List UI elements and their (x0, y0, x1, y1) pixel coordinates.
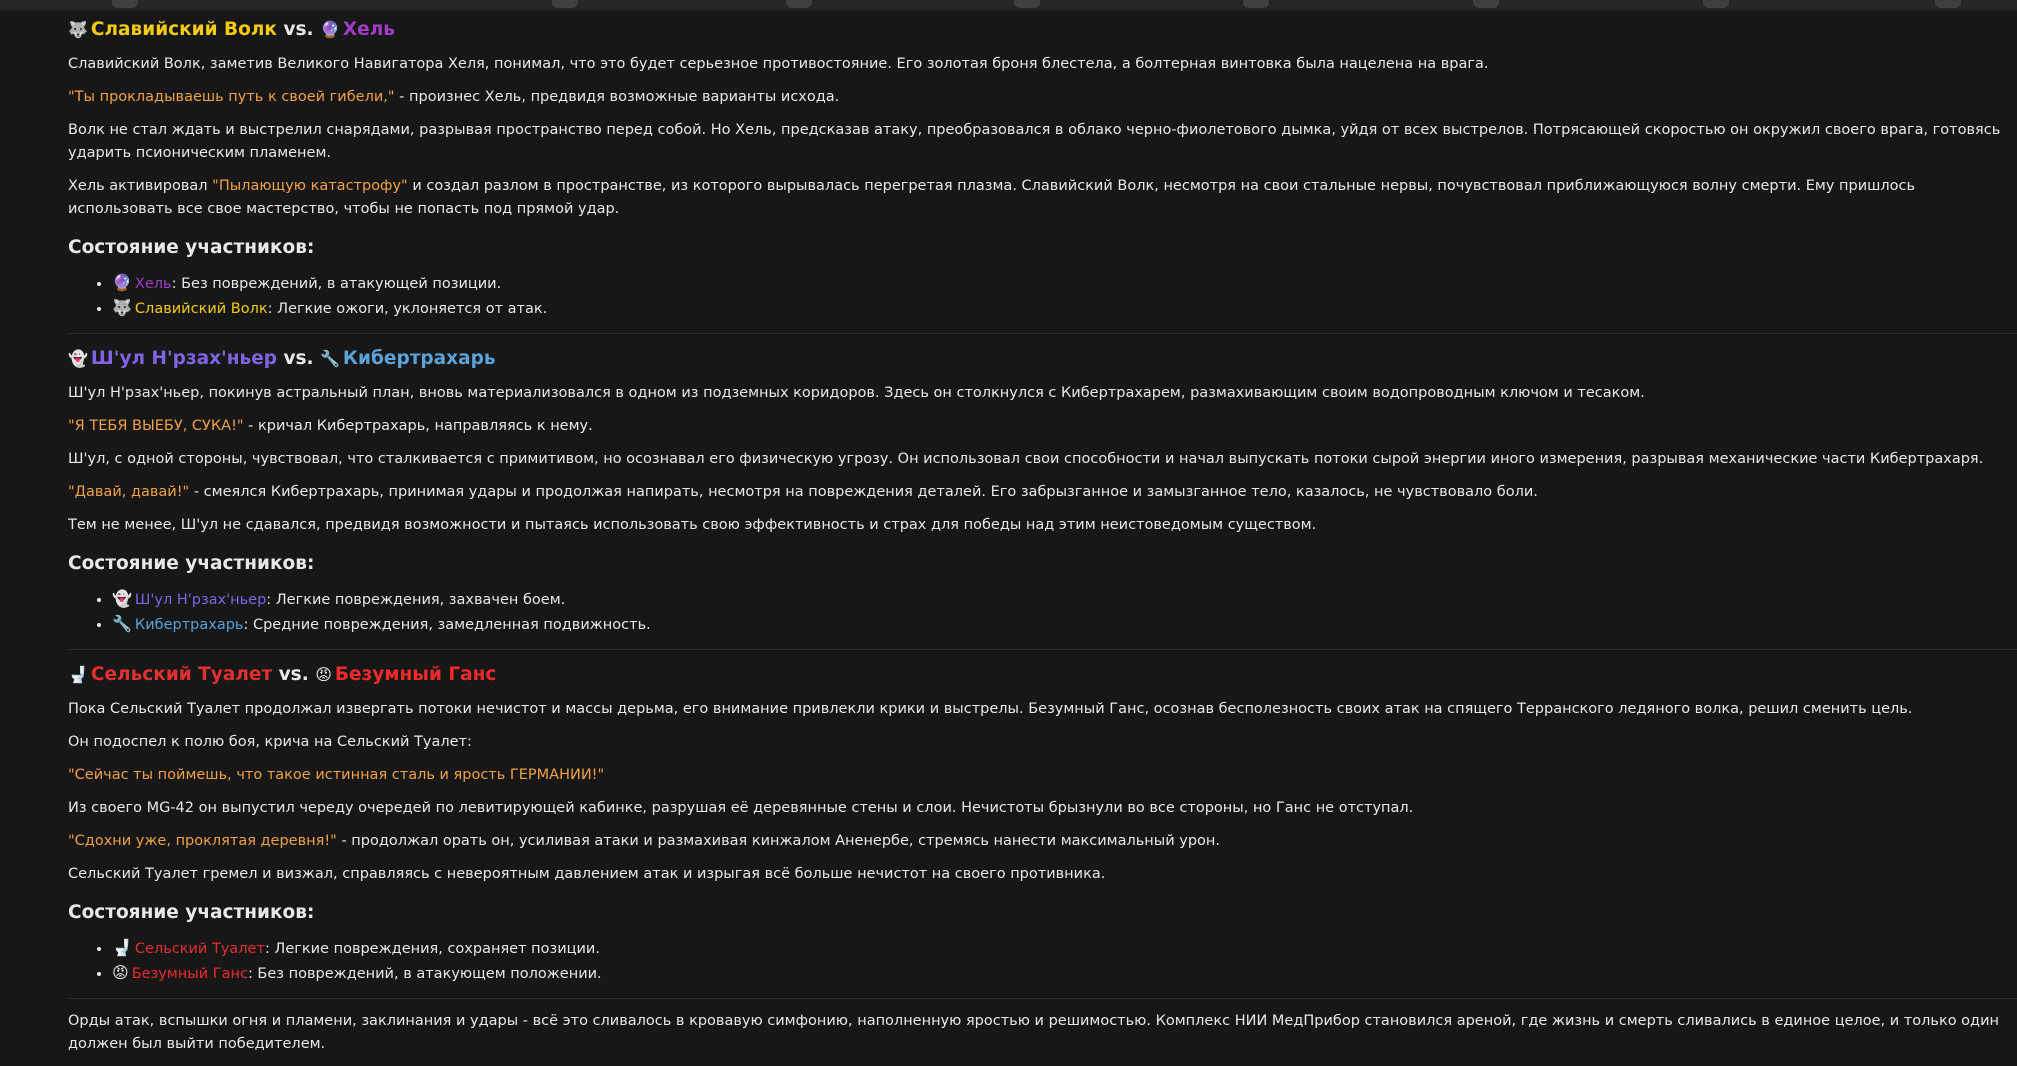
paragraph-text: - произнес Хель, предвидя возможные варианты исхода. (394, 89, 840, 105)
battle-title (68, 16, 2017, 44)
paragraph-text: - смеялся Кибертрахарь, принимая удары и продолжая напирать, несмотря на повреждения деталей. Его забрызганное и замызганное тело, казалось, не чувствовало боли. (189, 484, 1538, 500)
paragraph (68, 481, 2017, 504)
status-heading: Состояние участников: (68, 902, 315, 923)
nav-icon[interactable] (1935, 0, 1961, 8)
status-item (112, 612, 2017, 637)
status-text: : Без повреждений, в атакующей позиции. (171, 276, 502, 292)
divider (68, 333, 2017, 334)
top-navigation-bar (0, 0, 2017, 11)
paragraph: Тем не менее, Ш'ул не сдавался, предвидя возможности и пытаясь использовать свою эффективность и страх для победы над этим неистоведомым существом. (68, 517, 1317, 533)
paragraph: Из своего MG-42 он выпустил череду очередей по левитирующей кабинке, разрушая её деревянные стены и слои. Нечистоты брызнули во все стороны, но Ганс не отступал. (68, 800, 1414, 816)
ghost-icon: 👻 (68, 349, 88, 368)
fighter-name: Кибертрахарь (342, 348, 496, 369)
fighter-name: Безумный Ганс (334, 664, 497, 685)
fighter-name: Славийский Волк (134, 301, 268, 317)
status-list (68, 587, 2017, 637)
battle-title (68, 345, 2017, 373)
status-text: : Легкие повреждения, захвачен боем. (266, 592, 566, 608)
divider (68, 649, 2017, 650)
quote: "Сдохни уже, проклятая деревня!" (68, 833, 337, 849)
wolf-icon: 🐺 (68, 20, 88, 39)
vs-label: vs. (283, 19, 314, 40)
paragraph-text: и создал разлом в пространстве, из которого вырывалась перегретая плазма. Славийский Волк, несмотря на свои стальные нервы, почувствовал приближающуюся волну смерти. Ему пришлось использовать все свое мастерство, чтобы не попасть под прямой удар. (68, 178, 1916, 217)
battle-section (68, 661, 2017, 986)
ghost-icon: 👻 (112, 589, 132, 608)
crystal-ball-icon: 🔮 (320, 20, 340, 39)
quote: "Сейчас ты поймешь, что такое истинная сталь и ярость ГЕРМАНИИ!" (68, 767, 605, 783)
vs-label: vs. (283, 348, 314, 369)
fighter-name: Хель (134, 276, 172, 292)
status-text: : Без повреждений, в атакующем положении. (247, 966, 602, 982)
battle-section (68, 16, 2017, 321)
battle-title (68, 661, 2017, 689)
status-heading: Состояние участников: (68, 553, 315, 574)
paragraph (68, 415, 2017, 438)
status-list (68, 271, 2017, 321)
fighter-name: Сельский Туалет (134, 941, 265, 957)
wolf-icon: 🐺 (112, 298, 132, 317)
battle-section (68, 345, 2017, 637)
status-text: : Легкие ожоги, уклоняется от атак. (267, 301, 548, 317)
quote: "Давай, давай!" (68, 484, 190, 500)
nav-icon[interactable] (1014, 0, 1040, 8)
paragraph (68, 86, 2017, 109)
status-heading: Состояние участников: (68, 237, 315, 258)
status-list (68, 936, 2017, 986)
toilet-icon: 🚽 (112, 938, 132, 957)
nav-icon[interactable] (1473, 0, 1499, 8)
status-text: : Средние повреждения, замедленная подвижность. (243, 617, 651, 633)
paragraph-text: - кричал Кибертрахарь, направляясь к нему. (243, 418, 593, 434)
nav-icon[interactable] (786, 0, 812, 8)
paragraph-text: Хель активировал (68, 178, 213, 194)
nav-icon[interactable] (112, 0, 138, 8)
chat-message-content (68, 16, 2017, 1066)
paragraph: Славийский Волк, заметив Великого Навигатора Хеля, понимал, что это будет серьезное противостояние. Его золотая броня блестела, а болтерная винтовка была нацелена на врага. (68, 56, 1489, 72)
nav-icon[interactable] (1243, 0, 1269, 8)
wrench-icon: 🔧 (320, 349, 340, 368)
fighter-name: Славийский Волк (90, 19, 277, 40)
fighter-name: Безумный Ганс (131, 966, 248, 982)
nav-icon[interactable] (1703, 0, 1729, 8)
toilet-icon: 🚽 (68, 665, 88, 684)
quote: "Ты прокладываешь путь к своей гибели," (68, 89, 395, 105)
fighter-name: Ш'ул Н'рзах'ньер (90, 348, 277, 369)
nav-icon[interactable] (552, 0, 578, 8)
quote: "Я ТЕБЯ ВЫЕБУ, СУКА!" (68, 418, 244, 434)
divider (68, 998, 2017, 999)
paragraph-text: - продолжал орать он, усиливая атаки и размахивая кинжалом Аненербе, стремясь нанести максимальный урон. (336, 833, 1221, 849)
paragraph: Волк не стал ждать и выстрелил снарядами, разрывая пространство перед собой. Но Хель, предсказав атаку, преобразовался в облако черно-фиолетового дымка, уйдя от всех выстрелов. Потрясающей скоростью он окружил своего врага, готовясь ударить псионическим пламенем. (68, 122, 2001, 161)
vs-label: vs. (278, 664, 309, 685)
paragraph: Он подоспел к полю боя, крича на Сельский Туалет: (68, 734, 472, 750)
status-item (112, 587, 2017, 612)
paragraph: Ш'ул, с одной стороны, чувствовал, что сталкивается с примитивом, но осознавал его физическую угрозу. Он использовал свои способности и начал выпускать потоки сырой энергии иного измерения, разрывая механические части Кибертрахаря. (68, 451, 1984, 467)
status-item (112, 296, 2017, 321)
fighter-name: Кибертрахарь (134, 617, 244, 633)
angry-face-icon: 😡 (112, 963, 129, 982)
status-item (112, 936, 2017, 961)
angry-face-icon: 😡 (315, 665, 332, 684)
fighter-name: Хель (342, 19, 395, 40)
paragraph (68, 830, 2017, 853)
paragraph: Сельский Туалет гремел и визжал, справляясь с невероятным давлением атак и изрыгая всё больше нечистот на своего противника. (68, 866, 1106, 882)
crystal-ball-icon: 🔮 (112, 273, 132, 292)
paragraph: Пока Сельский Туалет продолжал извергать потоки нечистот и массы дерьма, его внимание привлекли крики и выстрелы. Безумный Ганс, осознав бесполезность своих атак на спящего Терранского ледяного волка, решил сменить цель. (68, 701, 1913, 717)
wrench-icon: 🔧 (112, 614, 132, 633)
status-item (112, 961, 2017, 986)
status-item (112, 271, 2017, 296)
paragraph: Ш'ул Н'рзах'ньер, покинув астральный план, вновь материализовался в одном из подземных коридоров. Здесь он столкнулся с Кибертрахарем, размахивающим своим водопроводным ключом и тесаком. (68, 385, 1645, 401)
status-text: : Легкие повреждения, сохраняет позиции. (264, 941, 600, 957)
finale-paragraph: Орды атак, вспышки огня и пламени, заклинания и удары - всё это сливалось в кровавую симфонию, наполненную яростью и решимостью. Комплекс НИИ МедПрибор становился ареной, где жизнь и смерть сливались в единое целое, и только один должен был выйти победителем. (68, 1013, 1999, 1052)
highlight: "Пылающую катастрофу" (212, 178, 408, 194)
fighter-name: Ш'ул Н'рзах'ньер (134, 592, 267, 608)
paragraph (68, 175, 2017, 221)
fighter-name: Сельский Туалет (90, 664, 273, 685)
